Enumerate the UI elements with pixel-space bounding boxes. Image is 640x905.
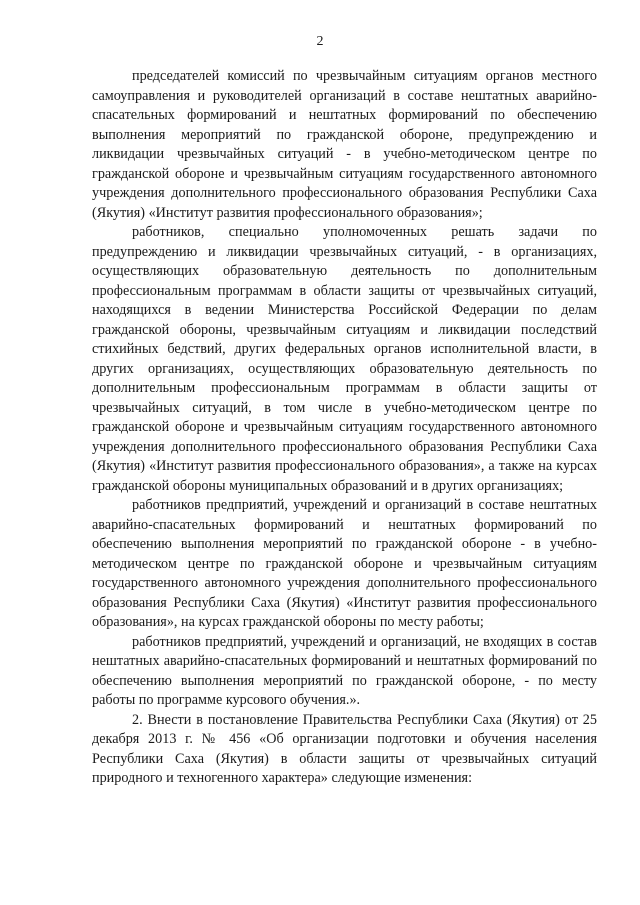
document-body <box>92 67 597 789</box>
paragraph-other-workers: работников предприятий, учреждений и организаций, не входящих в состав нештатных аварийно-спасательных формирований и нештатных формирований по обеспечению выполнения мероприятий по гражданской обороне, - по месту работы по программе курсового обучения.». <box>92 633 597 708</box>
paragraph-formation-workers: работников предприятий, учреждений и организаций в составе нештатных аварийно-спасательных формирований и нештатных формирований по обеспечению выполнения мероприятий по гражданской обороне - в учебно-методическом центре по гражданской обороне и чрезвычайным ситуациям государственного автономного учреждения дополнительного профессионального образования Республики Саха (Якутия) «Институт развития профессионального образования», на курсах гражданской обороны по месту работы; <box>92 497 597 630</box>
paragraph-commission-chairs: председателей комиссий по чрезвычайным ситуациям органов местного самоуправления и руководителей организаций в составе нештатных аварийно-спасательных формирований и нештатных формирований по обеспечению выполнения мероприятий по гражданской обороне, предупреждению и ликвидации чрезвычайных ситуаций - в учебно-методическом центре по гражданской обороне и чрезвычайным ситуациям государственного автономного учреждения дополнительного профессионального образования Республики Саха (Якутия) «Институт развития профессионального образования»; <box>92 68 597 221</box>
paragraph-amendment-item-2: 2. Внести в постановление Правительства Республики Саха (Якутия) от 25 декабря 2013 г. № 456 «Об организации подготовки и обучения населения Республики Саха (Якутия) в области защиты от чрезвычайных ситуаций природного и техногенного характера» следующие изменения: <box>92 711 597 786</box>
paragraph-authorized-workers: работников, специально уполномоченных решать задачи по предупреждению и ликвидации чрезвычайных ситуаций, - в организациях, осуществляющих образовательную деятельность по дополнительным профессиональным программам в области защиты от чрезвычайных ситуаций, находящихся в ведении Министерства Российской Федерации по делам гражданской обороны, чрезвычайным ситуациям и ликвидации последствий стихийных бедствий, других федеральных органов исполнительной власти, в других организациях, осуществляющих образовательную деятельность по дополнительным профессиональным программам в области защиты от чрезвычайных ситуаций, в том числе в учебно-методическом центре по гражданской обороне и чрезвычайным ситуациям государственного автономного учреждения дополнительного профессионального образования Республики Саха (Якутия) «Институт развития профессионального образования», а также на курсах гражданской обороны муниципальных образований и в других организациях; <box>92 224 597 494</box>
page-number: 2 <box>316 34 324 49</box>
